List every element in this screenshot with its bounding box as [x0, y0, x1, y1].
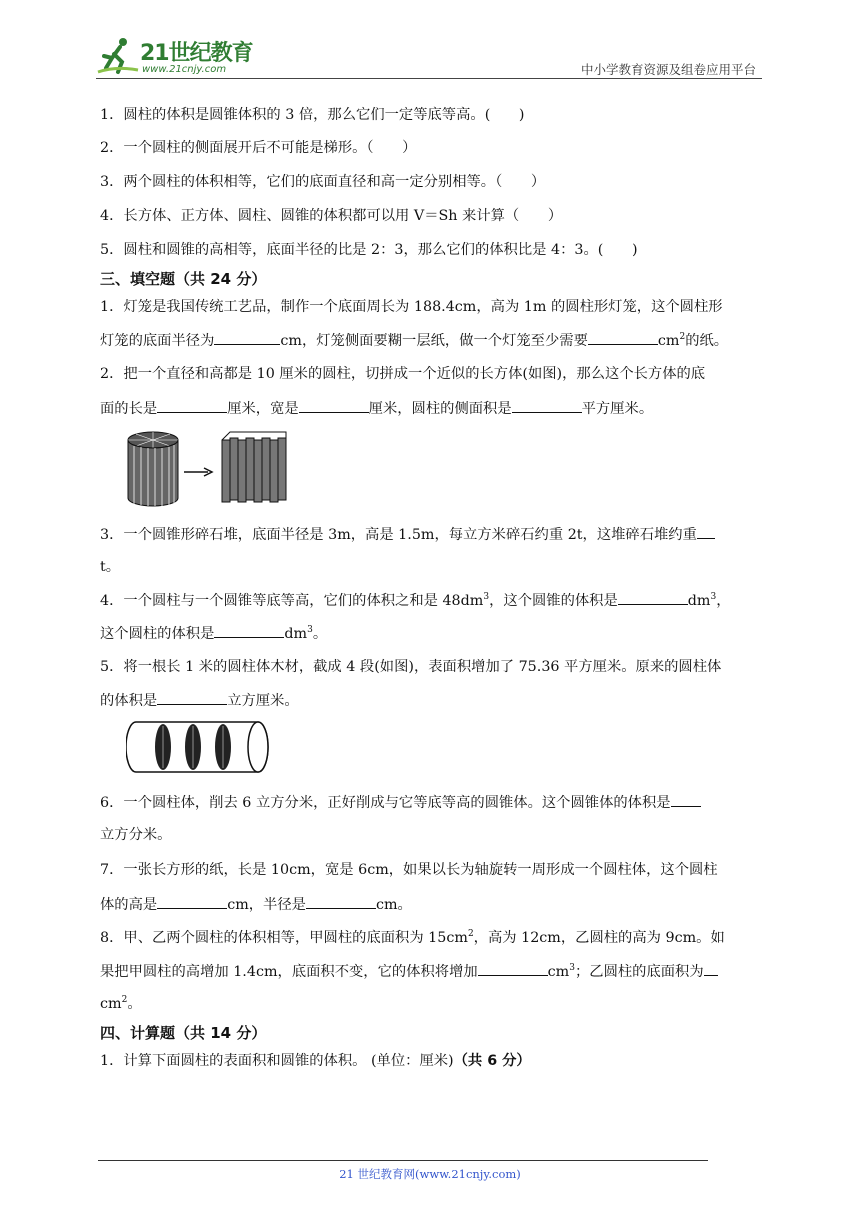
answer-blank[interactable] — [704, 961, 718, 976]
logo-text: 21世纪教育 — [140, 41, 253, 66]
fill-q5-line2: 的体积是 立方厘米。 — [100, 690, 299, 711]
footer-divider — [98, 1160, 708, 1161]
fill-q3-line2: t。 — [100, 559, 121, 575]
answer-blank[interactable] — [478, 961, 548, 976]
answer-blank[interactable] — [588, 330, 658, 345]
calc-question-1: 1．计算下面圆柱的表面积和圆锥的体积。 (单位：厘米)（共 6 分） — [100, 1053, 531, 1069]
section-heading-calc: 四、计算题（共 14 分） — [100, 1024, 267, 1042]
fill-q8-line3: $cm^2$。 — [100, 995, 142, 1012]
judge-question-3: 3．两个圆柱的体积相等，它们的底面直径和高一定分别相等。（ ） — [100, 174, 546, 190]
cylinder-to-cuboid-figure — [126, 430, 296, 510]
answer-blank[interactable] — [697, 524, 715, 539]
fill-q4-line1: 4．一个圆柱与一个圆锥等底等高，它们的体积之和是 $48dm^3$，这个圆锥的体积是 $dm^3$， — [100, 592, 731, 609]
logo-url: www.21cnjy.com — [142, 64, 227, 75]
section-heading-fill: 三、填空题（共 24 分） — [100, 270, 267, 288]
fill-q8-line2: 果把甲圆柱的高增加 1.4cm，底面积不变，它的体积将增加 $cm^3$；乙圆柱的底面积为 — [100, 961, 718, 982]
fill-q5-line1: 5．将一根长 1 米的圆柱体木材，截成 4 段(如图)，表面积增加了 75.36 平方厘米。原来的圆柱体 — [100, 659, 722, 675]
fill-q3-line1: 3．一个圆锥形碎石堆，底面半径是 3m，高是 1.5m，每立方米碎石约重 2t，这堆碎石堆约重 — [100, 524, 715, 545]
fill-q7-line1: 7．一张长方形的纸，长是 10cm，宽是 6cm，如果以长为轴旋转一周形成一个圆柱体，这个圆柱 — [100, 862, 718, 878]
fill-q4-line2: 这个圆柱的体积是 $dm^3$。 — [100, 625, 328, 642]
fill-q6-line1: 6．一个圆柱体，削去 6 立方分米，正好削成与它等底等高的圆锥体。这个圆锥体的体积是 — [100, 792, 701, 813]
answer-blank[interactable] — [512, 398, 582, 413]
judge-question-1: 1．圆柱的体积是圆锥体积的 3 倍，那么它们一定等底等高。( ) — [100, 107, 525, 123]
fill-q8-line1: 8．甲、乙两个圆柱的体积相等，甲圆柱的底面积为 $15cm^2$，高为 12cm，乙圆柱的高为 9cm。如 — [100, 929, 725, 946]
answer-blank[interactable] — [214, 330, 280, 345]
answer-blank[interactable] — [306, 894, 376, 909]
runner-logo-icon — [96, 36, 140, 76]
log-segments-figure — [126, 718, 270, 776]
fill-q2-line2: 面的长是 厘米，宽是 厘米，圆柱的侧面积是 平方厘米。 — [100, 398, 653, 419]
answer-blank[interactable] — [299, 398, 369, 413]
answer-blank[interactable] — [214, 623, 284, 638]
platform-name: 中小学教育资源及组卷应用平台 — [580, 62, 756, 77]
judge-question-5: 5．圆柱和圆锥的高相等，底面半径的比是 2：3，那么它们的体积比是 4：3。( ) — [100, 242, 638, 258]
fill-q2-line1: 2．把一个直径和高都是 10 厘米的圆柱，切拼成一个近似的长方体(如图)，那么这个长方体的底 — [100, 366, 706, 382]
answer-blank[interactable] — [671, 792, 701, 807]
answer-blank[interactable] — [157, 398, 227, 413]
header-divider — [96, 78, 762, 79]
site-logo — [96, 36, 266, 78]
judge-question-4: 4．长方体、正方体、圆柱、圆锥的体积都可以用 V＝Sh 来计算（ ） — [100, 208, 563, 224]
judge-question-2: 2．一个圆柱的侧面展开后不可能是梯形。（ ） — [100, 140, 417, 156]
fill-q7-line2: 体的高是 cm，半径是 cm。 — [100, 894, 412, 915]
fill-q1-line2: 灯笼的底面半径为 cm，灯笼侧面要糊一层纸，做一个灯笼至少需要 $cm^2$的纸。 — [100, 332, 729, 349]
answer-blank[interactable] — [157, 690, 227, 705]
fill-q6-line2: 立方分米。 — [100, 827, 172, 843]
answer-blank[interactable] — [157, 894, 227, 909]
answer-blank[interactable] — [618, 590, 688, 605]
fill-q1-line1: 1．灯笼是我国传统工艺品，制作一个底面周长为 188.4cm，高为 1m 的圆柱形灯笼，这个圆柱形 — [100, 299, 723, 315]
footer-text: 21 世纪教育网(www.21cnjy.com) — [339, 1167, 521, 1181]
